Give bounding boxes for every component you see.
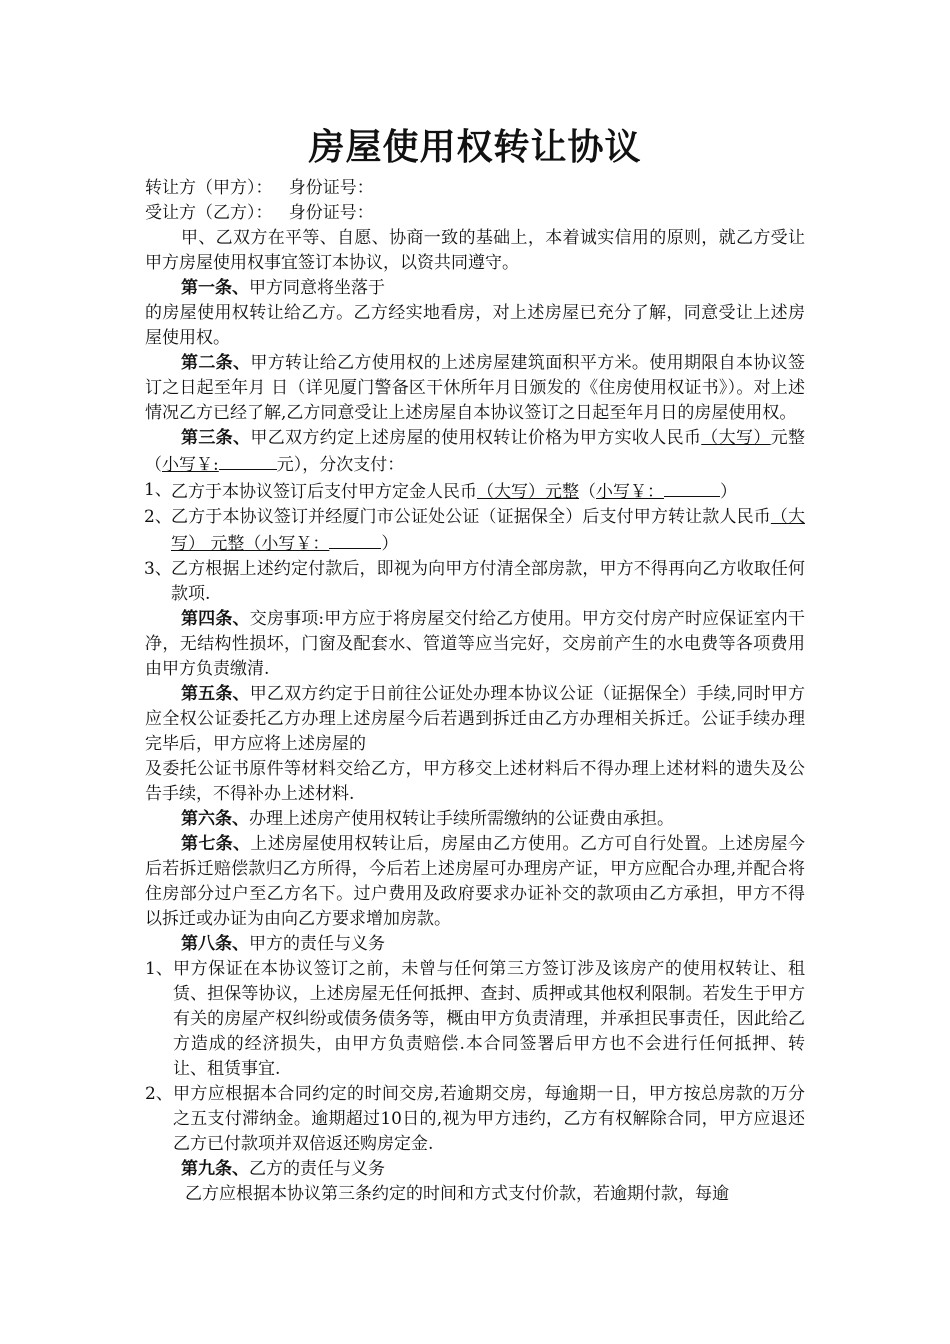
article-7	[145, 832, 805, 932]
item-number: 2、	[144, 507, 172, 527]
item-text: 乙方于本协议签订并经厦门市公证处公证（证据保全）后支付甲方转让款人民币	[171, 507, 771, 527]
article-1-text: 甲方同意将坐落于	[249, 278, 385, 298]
item-blank	[329, 530, 381, 549]
item-number: 1、	[145, 959, 173, 979]
party-b-line: 受让方（乙方）： 身份证号：	[145, 203, 374, 223]
article-3	[145, 426, 805, 478]
item-blank	[664, 478, 720, 497]
article-3-amount-upper: （大写）	[701, 428, 771, 448]
article-2-text: 甲方转让给乙方使用权的上述房屋建筑面积平方米。使用期限自本协议签订之日起至年月 日（详见厦门警备区干休所年月日颁发的《住房使用权证书》）。对上述情况乙方已经了解,乙方同意受让上述房屋自本协议签订之日起至年月日的房屋使用权。	[145, 353, 806, 423]
item-text-wrap	[171, 478, 805, 505]
article-8-item-1	[145, 957, 805, 1082]
item-paren-close: ）	[720, 482, 737, 502]
document-title: 房屋使用权转让协议	[308, 127, 642, 168]
article-6-heading: 第六条、	[181, 809, 249, 829]
article-2-heading: 第二条、	[181, 353, 251, 373]
article-3-yuan: 元整（	[145, 428, 806, 475]
article-2	[145, 351, 805, 426]
item-small: 小写￥：	[596, 482, 664, 502]
item-number: 3、	[144, 559, 172, 579]
article-6-text: 办理上述房产使用权转让手续所需缴纳的公证费由承担。	[249, 809, 674, 829]
item-text-wrap	[171, 505, 805, 557]
item-text: 甲方保证在本协议签订之前，未曾与任何第三方签订涉及该房产的使用权转让、租赁、担保等协议，上述房屋无任何抵押、查封、质押或其他权利限制。若发生于甲方有关的房屋产权纠纷或债务债务等，概由甲方负责清理，并承担民事责任，因此给乙方造成的经济损失，由甲方负责赔偿.本合同签署后甲方也不会进行任何抵押、转让、租赁事宜.	[173, 959, 805, 1079]
article-5-text: 甲乙双方约定于日前往公证处办理本协议公证（证据保全）手续,同时甲方应全权公证委托乙方办理上述房屋今后若遇到拆迁由乙方办理相关拆迁。公证手续办理完毕后，甲方应将上述房屋的	[145, 684, 805, 754]
item-text: 甲方应根据本合同约定的时间交房,若逾期交房，每逾期一日，甲方按总房款的万分之五支付滞纳金。逾期超过10日的,视为甲方违约，乙方有权解除合同，甲方应退还乙方已付款项并双倍返还购房定金.	[173, 1084, 805, 1154]
item-paren-open: （	[579, 482, 596, 502]
article-4	[145, 607, 805, 682]
article-3-text: 甲乙双方约定上述房屋的使用权转让价格为甲方实收人民币	[250, 428, 702, 448]
article-3-item-3	[144, 557, 805, 607]
article-9-paragraph: 乙方应根据本协议第三条约定的时间和方式支付价款，若逾期付款，每逾	[185, 1184, 729, 1204]
item-amount: （大写）元整	[477, 482, 579, 502]
article-1-continuation: 的房屋使用权转让给乙方。乙方经实地看房，对上述房屋已充分了解，同意受让上述房屋使用权。	[145, 303, 805, 348]
article-7-text: 上述房屋使用权转让后，房屋由乙方使用。乙方可自行处置。上述房屋今后若拆迁赔偿款归乙方所得，今后若上述房屋可办理房产证，甲方应配合办理,并配合将住房部分过户至乙方名下。过户费用及政府要求办证补交的款项由乙方承担，甲方不得以拆迁或办证为由向乙方要求增加房款。	[145, 834, 806, 929]
article-7-heading: 第七条、	[181, 834, 251, 854]
article-6	[145, 807, 805, 832]
item-text: 乙方于本协议签订后支付甲方定金人民币	[171, 482, 477, 502]
item-amount: （大写） 元整	[171, 507, 805, 554]
item-text: 乙方根据上述约定付款后，即视为向甲方付清全部房款，甲方不得再向乙方收取任何款项.	[171, 559, 805, 604]
article-9-text: 乙方的责任与义务	[249, 1159, 385, 1179]
article-9-heading: 第九条、	[181, 1159, 249, 1179]
article-4-heading: 第四条、	[181, 609, 250, 629]
item-number: 2、	[145, 1084, 173, 1104]
article-8	[145, 932, 805, 957]
article-5-continuation: 及委托公证书原件等材料交给乙方，甲方移交上述材料后不得办理上述材料的遗失及公告手续，不得补办上述材料.	[145, 759, 805, 804]
article-3-heading: 第三条、	[181, 428, 251, 448]
article-5-heading: 第五条、	[181, 684, 250, 704]
article-8-text: 甲方的责任与义务	[249, 934, 385, 954]
party-a-line: 转让方（甲方）： 身份证号：	[145, 178, 374, 198]
article-3-item-1	[144, 478, 805, 505]
article-3-amount-small: 小写￥:	[162, 455, 219, 475]
article-5	[145, 682, 805, 757]
article-3-close: 元），分次支付：	[276, 455, 405, 475]
article-3-item-2	[144, 505, 805, 557]
item-paren-close: ）	[381, 534, 399, 554]
intro-paragraph: 甲、乙双方在平等、自愿、协商一致的基础上，本着诚实信用的原则，就乙方受让甲方房屋使用权事宜签订本协议，以资共同遵守。	[145, 228, 805, 273]
article-1-heading: 第一条、	[181, 278, 249, 298]
article-1	[145, 276, 805, 301]
article-8-item-2	[145, 1082, 805, 1157]
article-9	[145, 1157, 805, 1182]
article-4-text: 交房事项:甲方应于将房屋交付给乙方使用。甲方交付房产时应保证室内干净，无结构性损坏，门窗及配套水、管道等应当完好，交房前产生的水电费等各项费用由甲方负责缴清.	[145, 609, 805, 679]
article-8-heading: 第八条、	[181, 934, 249, 954]
item-number: 1、	[144, 480, 172, 500]
item-small: （小写￥：	[244, 534, 330, 554]
article-3-blank	[219, 451, 277, 470]
